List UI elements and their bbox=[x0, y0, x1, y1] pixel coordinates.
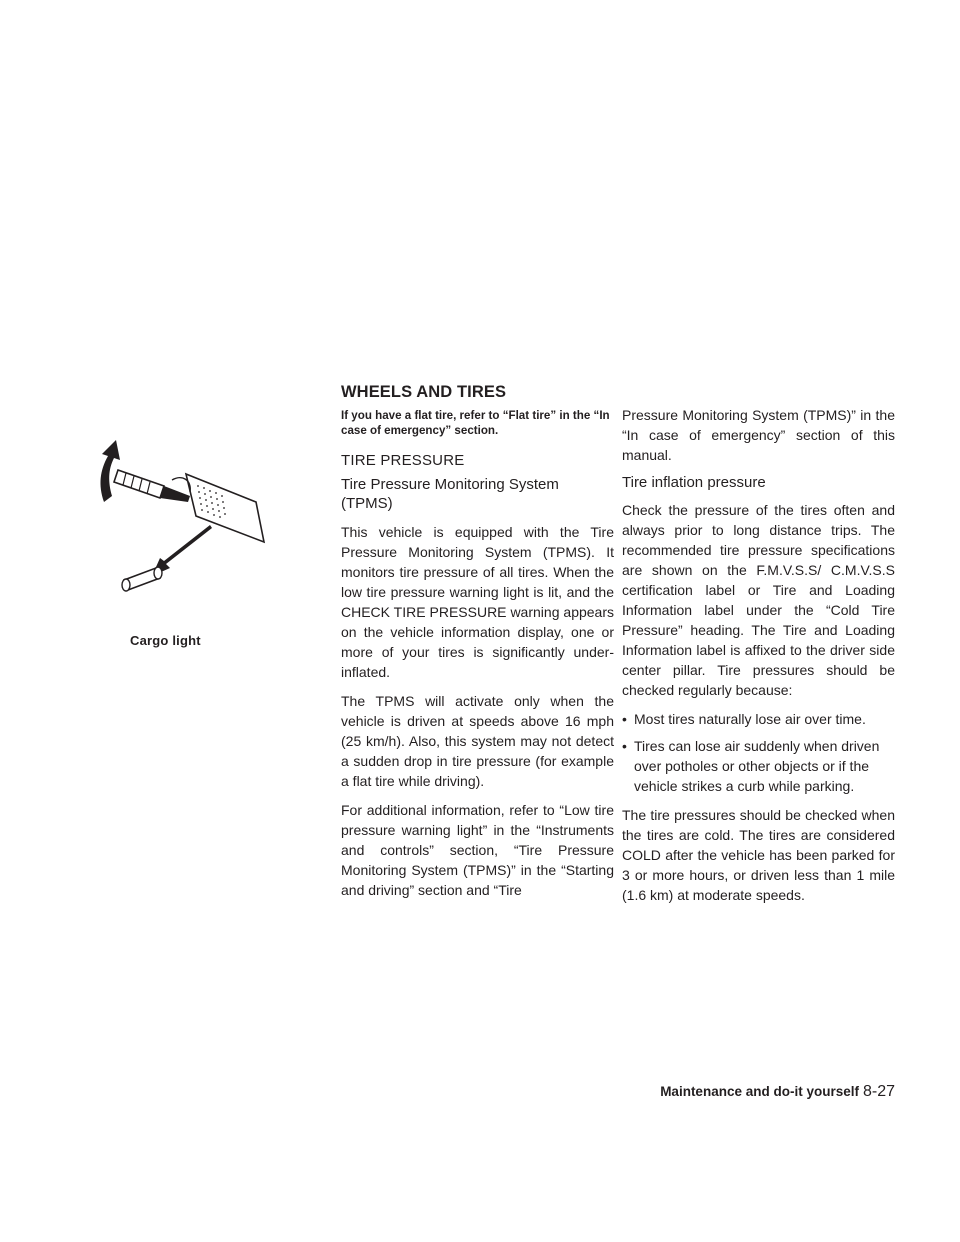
inflation-paragraph-2: The tire pressures should be checked when the tires are cold. The tires are considered COLD after the vehicle has been parked for 3 or more hours, or driven less than 1 mile (1.6 km) at moderate speeds. bbox=[622, 807, 895, 903]
bullet-icon: • bbox=[622, 711, 627, 727]
section-intro: If you have a flat tire, refer to “Flat tire” in the “In case of emergency” section. bbox=[341, 409, 610, 437]
list-item: • Tires can lose air suddenly when driven over potholes or other objects or if the vehicle strikes a curb while parking. bbox=[622, 738, 880, 794]
footer-section-title: Maintenance and do-it yourself bbox=[660, 1084, 859, 1099]
section-title: WHEELS AND TIRES bbox=[341, 383, 507, 401]
tire-pressure-heading: TIRE PRESSURE bbox=[341, 452, 465, 469]
inflation-heading: Tire inflation pressure bbox=[622, 474, 766, 491]
list-item: • Most tires naturally lose air over time. bbox=[622, 711, 866, 727]
bullet-icon: • bbox=[622, 738, 627, 754]
tpms-paragraph-1: This vehicle is equipped with the Tire Pressure Monitoring System (TPMS). It monitors tire pressure of all tires. When the low tire pressure warning light is lit, and the CHECK TIRE PRESSURE warning appears on the vehicle information display, one or more of your tires is significantly under-inflated. bbox=[341, 524, 614, 680]
tpms-paragraph-3-continued: Pressure Monitoring System (TPMS)” in the “In case of emergency” section of this manual. bbox=[622, 407, 895, 463]
inflation-bullet-list bbox=[622, 709, 895, 796]
page-number: 8-27 bbox=[862, 1083, 895, 1100]
tpms-paragraph-3: For additional information, refer to “Low tire pressure warning light” in the “Instruments and controls” section, “Tire Pressure Monitoring System (TPMS)” in the “Starting and driving” section and “Tire bbox=[341, 802, 614, 898]
figure-caption: Cargo light bbox=[130, 633, 201, 648]
left-column bbox=[341, 383, 614, 909]
page-footer bbox=[622, 1083, 895, 1101]
tpms-heading: Tire Pressure Monitoring System (TPMS) bbox=[341, 476, 559, 512]
inflation-paragraph-1: Check the pressure of the tires often and always prior to long distance trips. The recommended tire pressure specifications are shown on the F.M.V.S.S/ C.M.V.S.S certification label or Tire and Loading Information label under the “Cold Tire Pressure” heading. The Tire and Loading Information label is affixed to the driver side center pillar. Tire pressures should be checked regularly because: bbox=[622, 502, 895, 698]
right-column bbox=[622, 405, 895, 914]
tpms-paragraph-2: The TPMS will activate only when the vehicle is driven at speeds above 16 mph (25 km/h). Also, this system may not detect a sudden drop in tire pressure (for example a flat tire while driving). bbox=[341, 693, 614, 789]
cargo-light-illustration-icon bbox=[86, 430, 286, 620]
cargo-light-figure bbox=[86, 430, 286, 620]
